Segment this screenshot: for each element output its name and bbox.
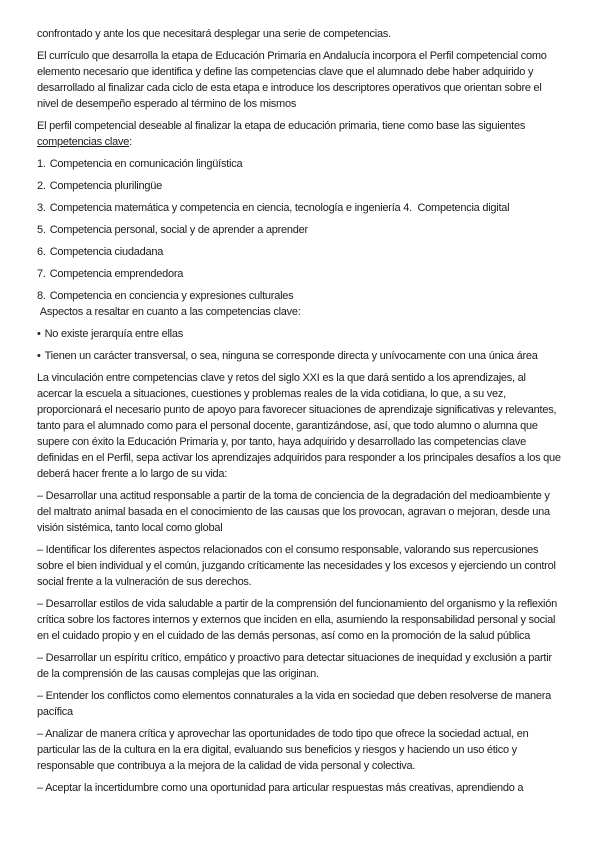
bullet-text: No existe jerarquía entre ellas	[44, 328, 183, 340]
paragraph-perfil	[37, 118, 563, 150]
numbered-item-1	[37, 156, 563, 172]
numbered-item-6	[37, 244, 563, 260]
bullet-glyph: •	[37, 350, 41, 362]
numbered-item-8	[37, 288, 563, 320]
dash-item-2: – Identificar los diferentes aspectos relacionados con el consumo responsable, valorando sus repercusiones sobre el bien individual y el común, juzgando críticamente las necesidades y los excesos y ejerciendo un control social frente a la vulneración de sus derechos.	[37, 544, 556, 588]
bullet-item-1	[37, 326, 563, 342]
list-text: Competencia en comunicación lingüística	[49, 158, 243, 170]
dash-item-7: – Aceptar la incertidumbre como una oportunidad para articular respuestas más creativas, aprendiendo a	[37, 782, 524, 794]
list-number: 8.	[37, 290, 46, 302]
list-text: Competencia plurilingüe	[49, 180, 162, 192]
list-text: Competencia emprendedora	[49, 268, 184, 280]
paragraph-curriculo: El currículo que desarrolla la etapa de Educación Primaria en Andalucía incorpora el Perfil competencial como elemento necesario que identifica y define las competencias clave que el alumnado debe haber adquirido y desarrollado al finalizar cada ciclo de esta etapa e introduce los descriptores operativos que orientan sobre el nivel de desempeño esperado al término de los mismos	[37, 50, 547, 110]
bullet-text: Tienen un carácter transversal, o sea, ninguna se corresponde directa y unívocamente con una única área	[44, 350, 538, 362]
list-text: Competencia personal, social y de aprender a aprender	[49, 224, 308, 236]
list-text: Competencia ciudadana	[49, 246, 164, 258]
list-number: 5.	[37, 224, 46, 236]
paragraph-vinculacion: La vinculación entre competencias clave y retos del siglo XXI es la que dará sentido a los aprendizajes, al acercar la escuela a situaciones, cuestiones y problemas reales de la vida cotidiana, lo que, a su vez, proporcionará el necesario punto de apoyo para favorecer situaciones de aprendizaje significativas y relevantes, tanto para el alumnado como para el personal docente, garantizándose, así, que todo alumno o alumna que supere con éxito la Educación Primaria y, por tanto, haya adquirido y desarrollado las competencias clave definidas en el Perfil, sepa activar los aprendizajes adquiridos para responder a los principales desafíos a los que deberá hacer frente a lo largo de su vida:	[37, 372, 561, 480]
list-number: 2.	[37, 180, 46, 192]
list-number: 6.	[37, 246, 46, 258]
list-number: 7.	[37, 268, 46, 280]
bullet-glyph: •	[37, 328, 41, 340]
numbered-item-5	[37, 222, 563, 238]
numbered-item-2	[37, 178, 563, 194]
list-text: Competencia matemática y competencia en ciencia, tecnología e ingeniería 4. Competencia digital	[49, 202, 510, 214]
bullet-item-2	[37, 348, 563, 364]
dash-item-3: – Desarrollar estilos de vida saludable a partir de la comprensión del funcionamiento del organismo y la reflexión crítica sobre los factores internos y externos que inciden en ella, asumiendo la responsabilidad personal y social en el cuidado propio y en el cuidado de las demás personas, así como en la promoción de la salud pública	[37, 598, 557, 642]
dash-item-1: – Desarrollar una actitud responsable a partir de la toma de conciencia de la degradación del medioambiente y del maltrato animal basada en el conocimiento de las causas que los provocan, agravan o mejoran, desde una visión sistémica, tanto local como global	[37, 490, 550, 534]
perfil-text: El perfil competencial deseable al finalizar la etapa de educación primaria, tiene como base las siguientes	[37, 120, 526, 132]
underlined-competencias-clave: competencias clave	[37, 136, 130, 148]
list-number: 1.	[37, 158, 46, 170]
dash-item-6: – Analizar de manera crítica y aprovechar las oportunidades de todo tipo que ofrece la sociedad actual, en particular las de la cultura en la era digital, evaluando sus beneficios y riesgos y haciendo un uso ético y responsable que contribuya a la mejora de la calidad de vida personal y colectiva.	[37, 728, 529, 772]
perfil-colon: :	[129, 136, 132, 148]
numbered-item-7	[37, 266, 563, 282]
list-number: 3.	[37, 202, 46, 214]
dash-item-5: – Entender los conflictos como elementos connaturales a la vida en sociedad que deben resolverse de manera pacífica	[37, 690, 552, 718]
dash-item-4: – Desarrollar un espíritu crítico, empático y proactivo para detectar situaciones de inequidad y exclusión a partir de la comprensión de las causas complejas que las originan.	[37, 652, 552, 680]
paragraph-confrontado: confrontado y ante los que necesitará desplegar una serie de competencias.	[37, 28, 391, 40]
aspectos-line: Aspectos a resaltar en cuanto a las competencias clave:	[37, 306, 301, 318]
numbered-item-3-4	[37, 200, 563, 216]
list-text: Competencia en conciencia y expresiones culturales	[49, 290, 294, 302]
